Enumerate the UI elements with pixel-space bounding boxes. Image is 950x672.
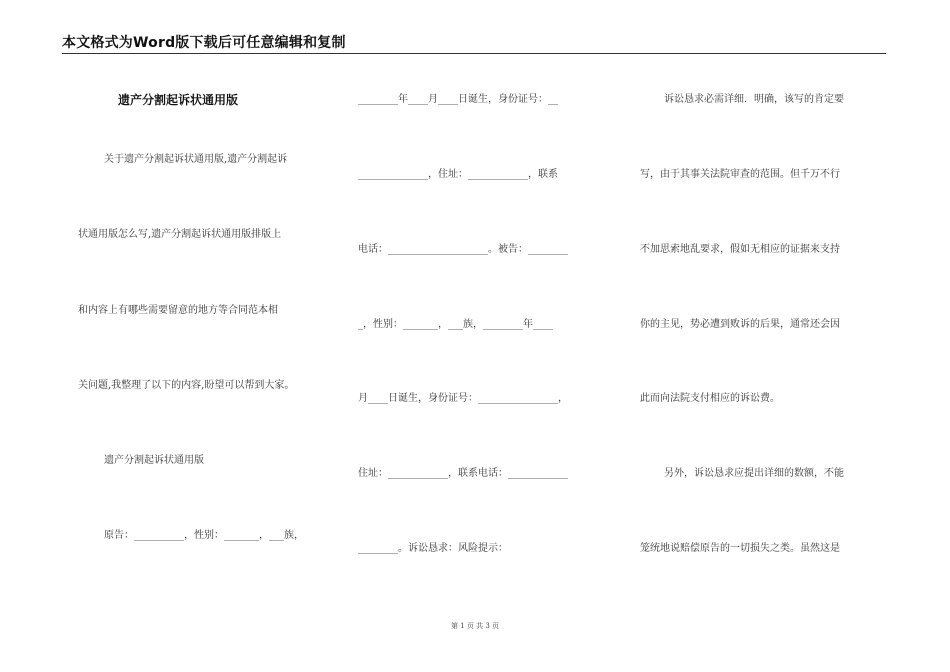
paragraph-line: ________年____月____日诞生，身份证号：__ [358, 94, 558, 105]
paragraph-line: ________。诉讼恳求：风险提示： [358, 543, 508, 554]
paragraph-line: 电话：____________________。被告：________ [358, 244, 568, 255]
document-title: 遗产分割起诉状通用版 [118, 93, 239, 107]
paragraph-line: _，性别：_______，___族，________年____ [358, 319, 553, 330]
page-header: 本文格式为Word版下载后可任意编辑和复制 [62, 35, 346, 51]
paragraph-line: 另外，诉讼恳求应提出详细的数额，不能 [664, 468, 844, 479]
paragraph-line: 月____日诞生，身份证号：________________， [358, 393, 568, 404]
paragraph-line: 你的主见，势必遭到败诉的后果，通常还会因 [640, 319, 840, 330]
paragraph-line: 写，由于其事关法院审查的范围。但千万不行 [640, 169, 840, 180]
paragraph-line: 状通用版怎么写,遗产分割起诉状通用版排版上 [78, 229, 282, 240]
paragraph-line: 笼统地说赔偿原告的一切损失之类。虽然这是 [640, 543, 840, 554]
paragraph-line: 关于遗产分割起诉状通用版,遗产分割起诉 [104, 154, 288, 165]
page-number: 第 1 页 共 3 页 [450, 622, 500, 630]
section-heading: 遗产分割起诉状通用版 [104, 455, 204, 466]
paragraph-line: 诉讼恳求必需详细．明确，该写的肯定要 [664, 94, 844, 105]
paragraph-line: 和内容上有哪些需要留意的地方等合同范本相 [78, 305, 278, 316]
paragraph-line: ______________，住址：____________，联系 [358, 169, 558, 180]
paragraph-line: 关问题,我整理了以下的内容,盼望可以帮到大家。 [78, 380, 295, 391]
paragraph-line: 住址：____________，联系电话：____________ [358, 468, 568, 479]
paragraph-line: 此而向法院支付相应的诉讼费。 [640, 393, 780, 404]
paragraph-line: 不加思索地乱要求，假如无相应的证据来支持 [640, 244, 840, 255]
paragraph-line: 原告：__________，性别：_______，___族， [104, 530, 304, 541]
header-divider [62, 53, 886, 54]
